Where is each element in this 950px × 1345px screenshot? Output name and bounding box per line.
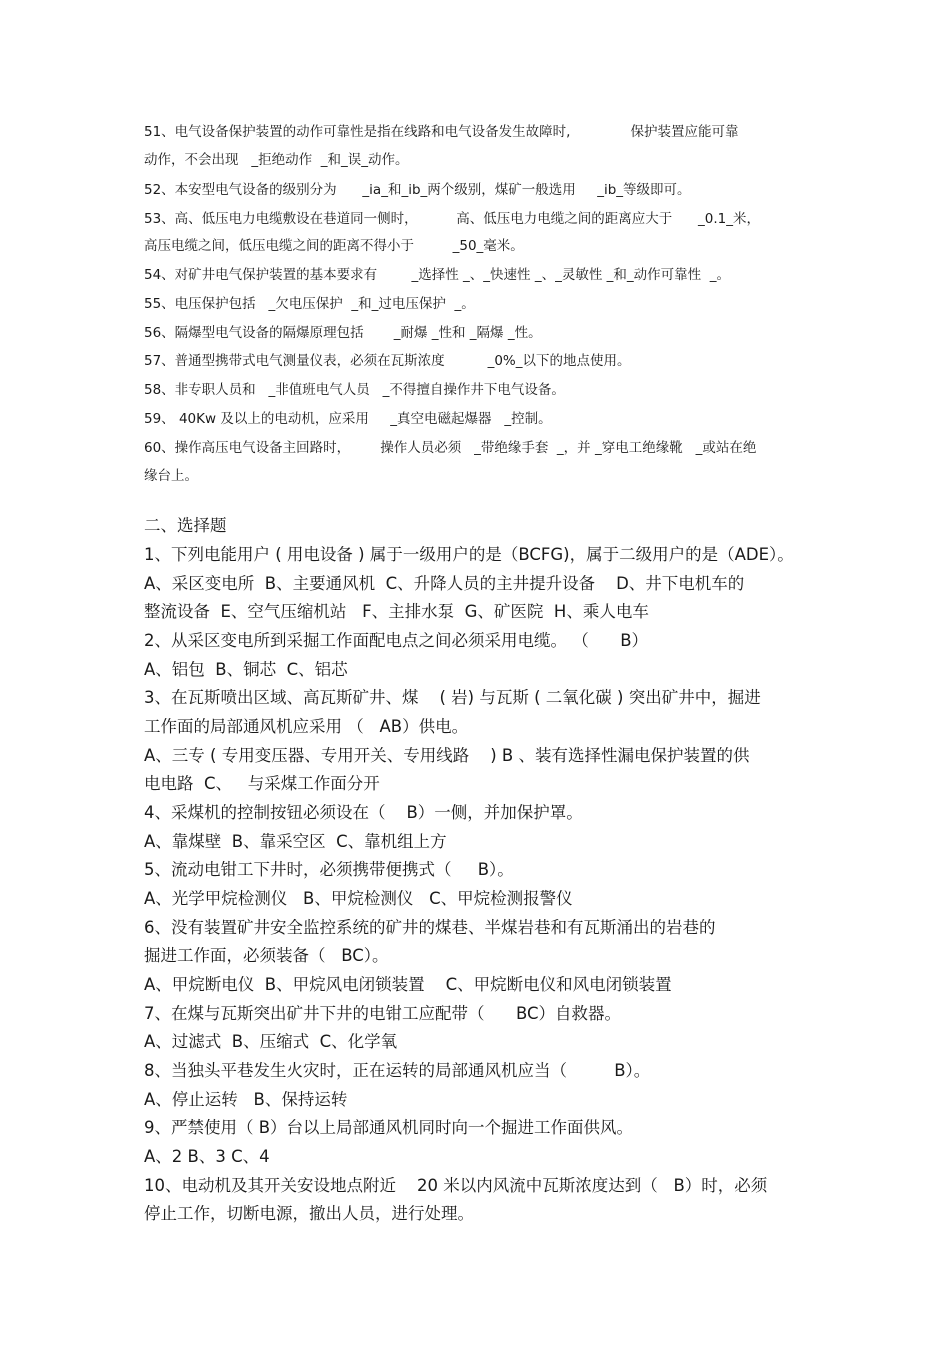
choice-line: 9、严禁使用（ B）台以上局部通风机同时向一个掘进工作面供风。 [144,1118,634,1137]
fill-in-line-60b: 缘台上。 [144,468,198,484]
choice-line: 2、从采区变电所到采掘工作面配电点之间必须采用电缆。 （ B） [144,631,649,650]
choice-line: 1、下列电能用户 ( 用电设备 ) 属于一级用户的是（BCFG)，属于二级用户的是（ADE）。 [144,545,794,564]
fill-in-line-53b: 高压电缆之间，低压电缆之间的距离不得小于 _50_毫米。 [144,238,524,254]
fill-in-line-56: 56、隔爆型电气设备的隔爆原理包括 _耐爆 _性和 _隔爆 _性。 [144,325,542,341]
choice-line: A、靠煤壁 B、靠采空区 C、靠机组上方 [144,832,447,851]
choice-line: A、光学甲烷检测仪 B、甲烷检测仪 C、甲烷检测报警仪 [144,889,573,908]
choice-line: 3、在瓦斯喷出区域、高瓦斯矿井、煤 ( 岩) 与瓦斯 ( 二氧化碳 ) 突出矿井中，掘进 [144,688,761,707]
choice-line: 4、采煤机的控制按钮必须设在（ B）一侧，并加保护罩。 [144,803,583,822]
choice-line: 整流设备 E、空气压缩机站 F、主排水泵 G、矿医院 H、乘人电车 [144,602,649,621]
choice-line: 工作面的局部通风机应采用 （ AB）供电。 [144,717,469,736]
fill-in-line-59: 59、 40Kw 及以上的电动机，应采用 _真空电磁起爆器 _控制。 [144,411,552,427]
choice-line: A、2 B、3 C、4 [144,1147,270,1166]
choice-line: A、过滤式 B、压缩式 C、化学氧 [144,1032,398,1051]
fill-in-line-60a: 60、操作高压电气设备主回路时， 操作人员必须 _带绝缘手套 _，并 _穿电工绝缘靴 _或站在绝 [144,440,757,456]
choice-line: 掘进工作面，必须装备（ BC）。 [144,946,389,965]
fill-in-line-58: 58、非专职人员和 _非值班电气人员 _不得擅自操作井下电气设备。 [144,382,565,398]
fill-in-line-51a: 51、电气设备保护装置的动作可靠性是指在线路和电气设备发生故障时, 保护装置应能可靠 [144,124,739,140]
fill-in-line-54: 54、对矿井电气保护装置的基本要求有 _选择性 _、_快速性 _、_灵敏性 _和_动作可靠性 _。 [144,267,730,283]
choice-line: 8、当独头平巷发生火灾时，正在运转的局部通风机应当（ B）。 [144,1061,651,1080]
fill-in-line-55: 55、电压保护包括 _欠电压保护 _和_过电压保护 _。 [144,296,475,312]
choice-line: A、停止运转 B、保持运转 [144,1090,348,1109]
choice-line: 电电路 C、 与采煤工作面分开 [144,774,380,793]
choice-line: A、铝包 B、铜芯 C、铝芯 [144,660,348,679]
fill-in-line-52: 52、本安型电气设备的级别分为 _ia_和_ib_两个级别，煤矿一般选用 _ib_等级即可。 [144,182,691,198]
choice-line: 5、流动电钳工下井时，必须携带便携式（ B）。 [144,860,514,879]
choice-line: A、甲烷断电仪 B、甲烷风电闭锁装置 C、甲烷断电仪和风电闭锁装置 [144,975,672,994]
fill-in-line-53a: 53、高、低压电力电缆敷设在巷道同一侧时， 高、低压电力电缆之间的距离应大于 _0.1_米， [144,211,761,227]
section-title: 二、选择题 [144,516,227,535]
choice-line: 7、在煤与瓦斯突出矿井下井的电钳工应配带（ BC）自救器。 [144,1004,622,1023]
fill-in-line-57: 57、普通型携带式电气测量仪表，必须在瓦斯浓度 _0%_以下的地点使用。 [144,353,631,369]
choice-line: 10、电动机及其开关安设地点附近 20 米以内风流中瓦斯浓度达到（ B）时，必须 [144,1176,768,1195]
choice-line: 6、没有装置矿井安全监控系统的矿井的煤巷、半煤岩巷和有瓦斯涌出的岩巷的 [144,918,716,937]
choice-line: A、采区变电所 B、主要通风机 C、升降人员的主井提升设备 D、井下电机车的 [144,574,745,593]
fill-in-line-51b: 动作，不会出现 _拒绝动作 _和_误_动作。 [144,152,409,168]
choice-line: A、三专 ( 专用变压器、专用开关、专用线路 ) B 、装有选择性漏电保护装置的供 [144,746,750,765]
choice-line: 停止工作，切断电源，撤出人员，进行处理。 [144,1204,474,1223]
